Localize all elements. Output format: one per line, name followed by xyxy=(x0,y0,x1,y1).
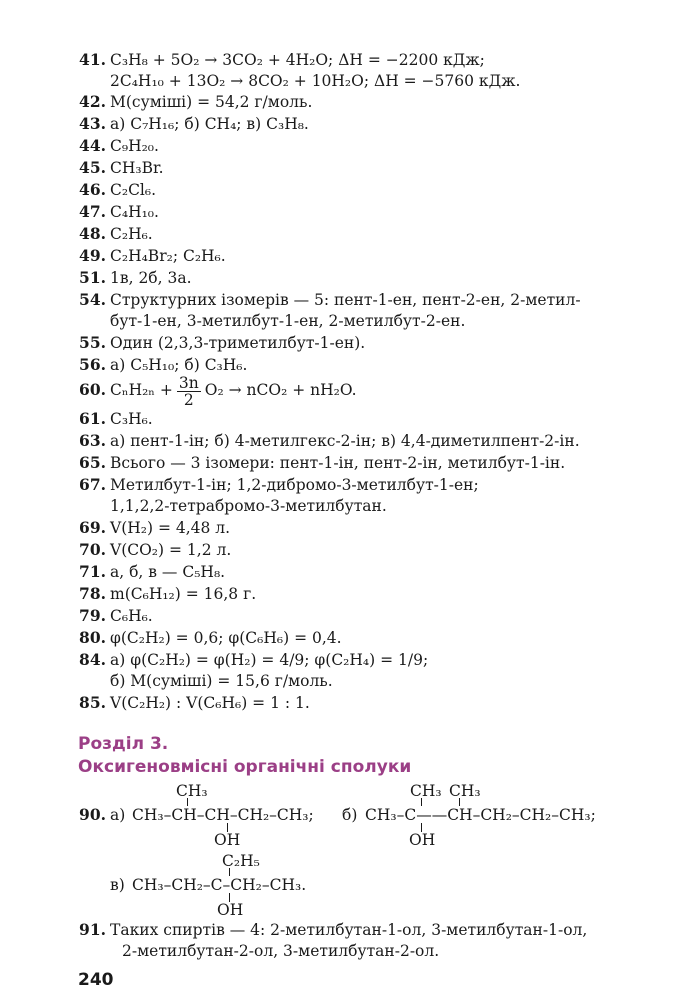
page-number: 240 xyxy=(78,970,114,990)
structure-a-top: CH₃ xyxy=(176,782,208,800)
fraction-numerator: 3n xyxy=(178,373,199,392)
fraction-denominator: 2 xyxy=(183,390,194,409)
structure-c-bottom: OH xyxy=(217,901,244,919)
section-title: Розділ 3. xyxy=(78,734,169,754)
structure-a-bottom: OH xyxy=(214,831,241,849)
structure-c-label: в) xyxy=(110,876,125,894)
structure-b-bottom: OH xyxy=(409,831,436,849)
structure-b-main: CH₃–C——CH–CH₂–CH₂–CH₃; xyxy=(365,806,596,824)
textbook-page: 41. C₃H₈ + 5O₂ → 3CO₂ + 4H₂O; ΔH = −2200 кДж; 2C₄H₁₀ + 13O₂ → 8CO₂ + 10H₂O; ΔH = −5760 кДж. 42. M(суміші) = 54,2 г/моль. 43. а) C₇H₁₆; б) CH₄; в) C₃H₈. 44. C₉H₂₀. 45. CH₃Br. 46. C₂Cl₆. 47. C₄H₁₀. 48. C₂H₆. 49. C₂H₄Br₂; C₂H₆. 51. 1в, 2б, 3а. 54. Структурних ізомерів — 5: пент-1-ен, пент-2-ен, 2-метил- бут-1-ен, 3-метилбут-1-ен, 2-метилбут-2-ен. 55. Один (2,3,3-триметилбут-1-ен). 56. а) C₅H₁₀; б) C₃H₆. 60. CₙH₂ₙ + $\frac{3n}{2}$ O₂ → nCO₂ + nH₂O. 61. C₃H₆. 63. а) пент-1-ін; б) 4-метилгекс-2-ін; в) 4,4-диметилпент-2-ін. 65. Всього — 3 ізомери: пент-1-ін, пент-2-ін, метилбут-1-ін. 67. Метилбут-1-ін; 1,2-дибромо-3-метилбут-1-ен; 1,1,2,2-тетрабромо-3-метилбутан. 69. V(H₂) = 4,48 л. 70. V(CO₂) = 1,2 л. 71. а, б, в — C₅H₈. 78. m(C₆H₁₂) = 16,8 г. 79. C₆H₆. 80. φ(C₂H₂) = 0,6; φ(C₆H₆) = 0,4. 84. а) φ(C₂H₂) = φ(H₂) = 4/9; φ(C₂H₄) = 1/9; б) M(суміші) = 15,6 г/моль. 85. V(C₂H₂) : V(C₆H₆) = 1 : 1. Розділ 3. Оксигеновмісні органічні сполуки 90. а) CH₃ CH₃–CH–CH–CH₂–CH₃; OH б) CH₃ CH₃ CH₃–C——CH–CH₂–CH₂–CH₃; OH C₂H₅ в) CH₃–CH₂–C–CH₂–CH₃. OH 91. Таких спиртів — 4: 2-метилбутан-1-ол, 3-метилбутан-1-ол, 2-метилбутан-2-ол, 3-метилбутан-2-ол. 240 xyxy=(78,50,596,990)
structure-b-top-2: CH₃ xyxy=(449,782,481,800)
section-subtitle: Оксигеновмісні органічні сполуки xyxy=(78,757,412,777)
structure-a-label: а) xyxy=(110,806,126,824)
structure-a-main: CH₃–CH–CH–CH₂–CH₃; xyxy=(132,806,314,824)
structure-c-main: CH₃–CH₂–C–CH₂–CH₃. xyxy=(132,876,307,894)
structure-b-top-1: CH₃ xyxy=(410,782,442,800)
answer-60-left: CₙH₂ₙ + xyxy=(110,381,173,399)
answer-60-right: O₂ → nCO₂ + nH₂O. xyxy=(204,381,357,399)
structure-b-label: б) xyxy=(342,806,358,824)
structure-c-top: C₂H₅ xyxy=(222,852,260,870)
answer-60-fraction xyxy=(177,375,201,408)
